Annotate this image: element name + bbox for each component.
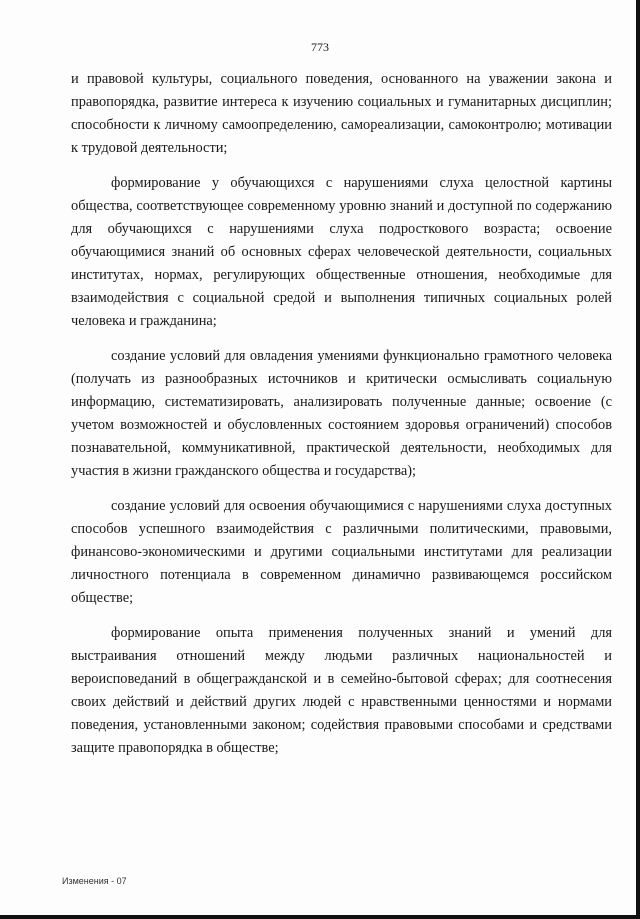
paragraph-2: формирование у обучающихся с нарушениями слуха целостной картины общества, соответствующее современному уровню знаний и доступной по содержанию для обучающихся с нарушениями слуха подросткового возраста; освоение обучающимися знаний об основных сферах человеческой деятельности, социальных институтах, нормах, регулирующих общественные отношения, необходимые для взаимодействия с социальной средой и выполнения типичных социальных ролей человека и гражданина;: [71, 175, 612, 329]
paragraph-4: создание условий для освоения обучающимися с нарушениями слуха доступных способов успешного взаимодействия с различными политическими, правовыми, финансово-экономическими и другими социальными институтами для реализации личностного потенциала в современном динамично развивающемся российском обществе;: [71, 498, 612, 606]
page-number: 773: [311, 40, 329, 54]
body-text: [71, 68, 612, 772]
paragraph-3: создание условий для овладения умениями функционально грамотного человека (получать из разнообразных источников и критически осмысливать социальную информацию, систематизировать, анализировать полученные данные; освоение (с учетом возможностей и обусловленных состоянием здоровья ограничений) способов познавательной, коммуникативной, практической деятельности, необходимых для участия в жизни гражданского общества и государства);: [71, 348, 612, 479]
paragraph-5: формирование опыта применения полученных знаний и умений для выстраивания отношений между людьми различных национальностей и вероисповеданий в общегражданской и в семейно-бытовой сферах; для соотнесения своих действий и действий других людей с нравственными ценностями и нормами поведения, установленными законом; содействия правовыми способами и средствами защите правопорядка в обществе;: [71, 625, 612, 756]
footer-revision-note: Изменения - 07: [62, 876, 127, 886]
paragraph-1: и правовой культуры, социального поведения, основанного на уважении закона и правопорядка, развитие интереса к изучению социальных и гуманитарных дисциплин; способности к личному самоопределению, самореализации, самоконтролю; мотивации к трудовой деятельности;: [71, 71, 612, 156]
